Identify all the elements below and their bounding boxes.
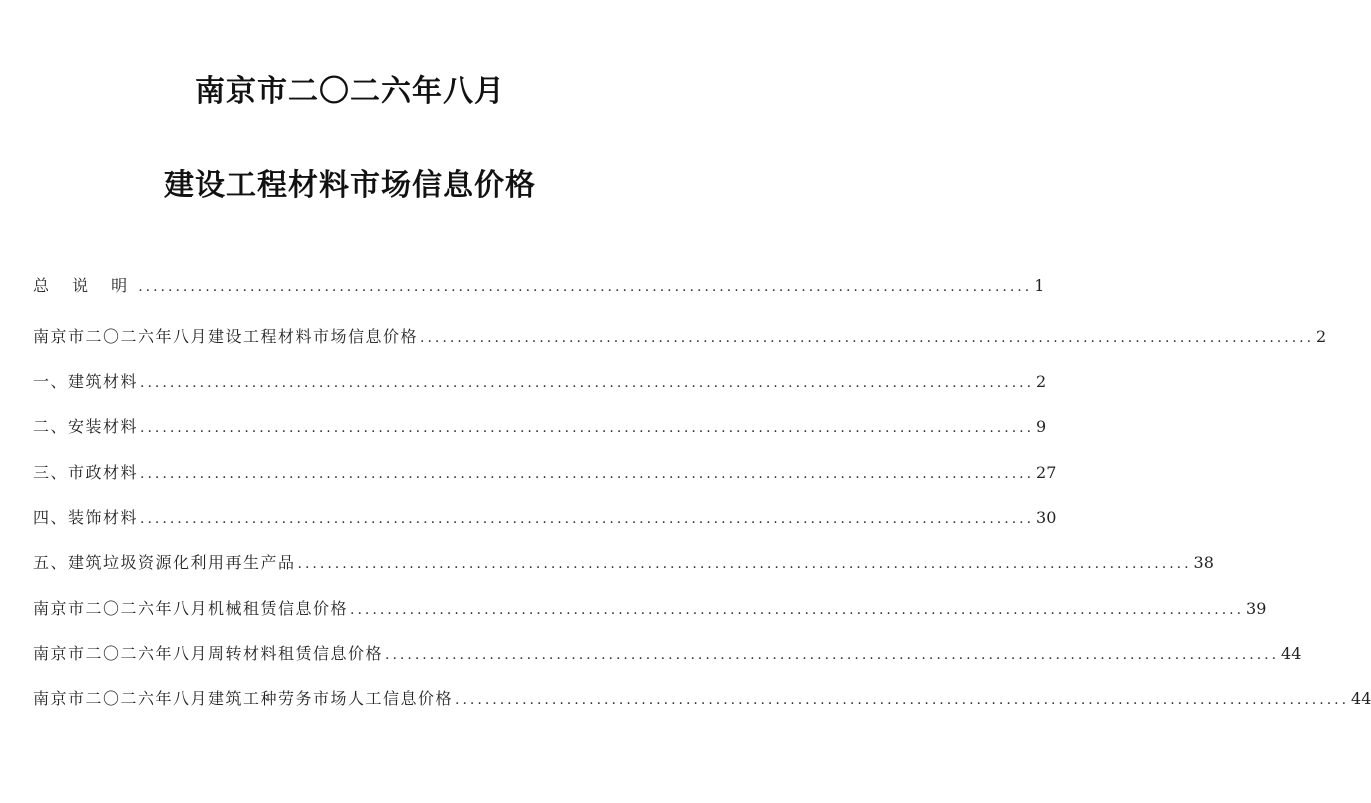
toc-leader-dots: ........................................................................................................................ xyxy=(138,279,1033,295)
toc-page-number: 2 xyxy=(1036,372,1047,391)
toc-entry-label: 二、安装材料 xyxy=(33,417,139,436)
toc-leader-dots: ........................................................................................................................ xyxy=(297,556,1192,572)
document-title-line-2: 建设工程材料市场信息价格 xyxy=(164,168,536,203)
toc-entry-decoration-materials[interactable] xyxy=(33,505,1057,531)
toc-page-number: 2 xyxy=(1316,327,1327,346)
toc-leader-dots: ........................................................................................................................ xyxy=(140,466,1035,482)
toc-entry-label: 五、建筑垃圾资源化利用再生产品 xyxy=(33,553,296,572)
toc-entry-label: 三、市政材料 xyxy=(33,463,139,482)
toc-leader-dots: ........................................................................................................................ xyxy=(455,692,1350,708)
toc-page-number: 30 xyxy=(1036,508,1057,527)
toc-entry-label: 一、建筑材料 xyxy=(33,372,139,391)
toc-leader-dots: ........................................................................................................................ xyxy=(140,511,1035,527)
document-title-line-1: 南京市二〇二六年八月 xyxy=(195,74,505,109)
toc-page-number: 1 xyxy=(1034,276,1045,295)
toc-entry-installation-materials[interactable] xyxy=(33,414,1047,440)
toc-entry-label: 南京市二〇二六年八月周转材料租赁信息价格 xyxy=(33,644,384,663)
toc-entry-building-materials[interactable] xyxy=(33,369,1047,395)
toc-page-number: 27 xyxy=(1036,463,1057,482)
toc-page-number: 39 xyxy=(1246,599,1267,618)
toc-entry-label: 南京市二〇二六年八月建设工程材料市场信息价格 xyxy=(33,327,419,346)
toc-page-number: 9 xyxy=(1036,417,1047,436)
toc-entry-label: 四、装饰材料 xyxy=(33,508,139,527)
toc-page-number: 44 xyxy=(1281,644,1302,663)
toc-entry-label: 南京市二〇二六年八月建筑工种劳务市场人工信息价格 xyxy=(33,689,454,708)
toc-entry-turnover-materials-rental[interactable] xyxy=(33,641,1302,667)
toc-leader-dots: ........................................................................................................................ xyxy=(140,420,1035,436)
toc-entry-labor-prices[interactable] xyxy=(33,686,1371,712)
toc-leader-dots: ........................................................................................................................ xyxy=(350,602,1245,618)
toc-page-number: 44 xyxy=(1351,689,1371,708)
toc-entry-label: 总 说 明 xyxy=(33,276,137,295)
toc-entry-general-notes[interactable] xyxy=(33,273,1045,299)
toc-leader-dots: ........................................................................................................................ xyxy=(140,375,1035,391)
toc-page-number: 38 xyxy=(1193,553,1214,572)
toc-leader-dots: ........................................................................................................................ xyxy=(385,647,1280,663)
toc-entry-machinery-rental[interactable] xyxy=(33,596,1267,622)
toc-entry-recycled-products[interactable] xyxy=(33,550,1214,576)
toc-leader-dots: ........................................................................................................................ xyxy=(420,330,1315,346)
toc-entry-material-prices[interactable] xyxy=(33,324,1327,350)
toc-entry-municipal-materials[interactable] xyxy=(33,460,1057,486)
toc-entry-label: 南京市二〇二六年八月机械租赁信息价格 xyxy=(33,599,349,618)
